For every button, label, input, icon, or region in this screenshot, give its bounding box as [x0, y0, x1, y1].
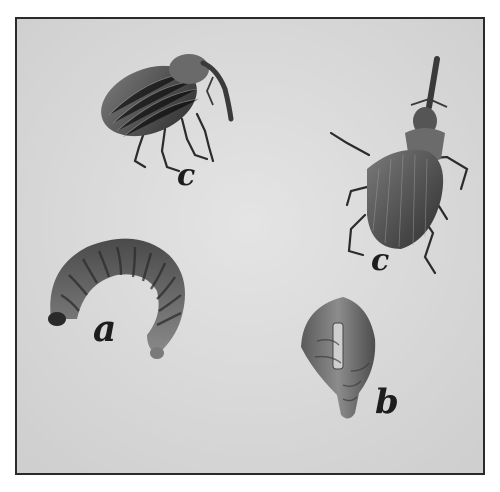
label-b: b — [375, 382, 399, 422]
specimen-plate — [15, 17, 485, 475]
label-c-left: c — [177, 158, 196, 193]
label-c-right: c — [371, 243, 390, 278]
label-a: a — [93, 308, 117, 350]
specimen-illustration — [17, 19, 483, 473]
